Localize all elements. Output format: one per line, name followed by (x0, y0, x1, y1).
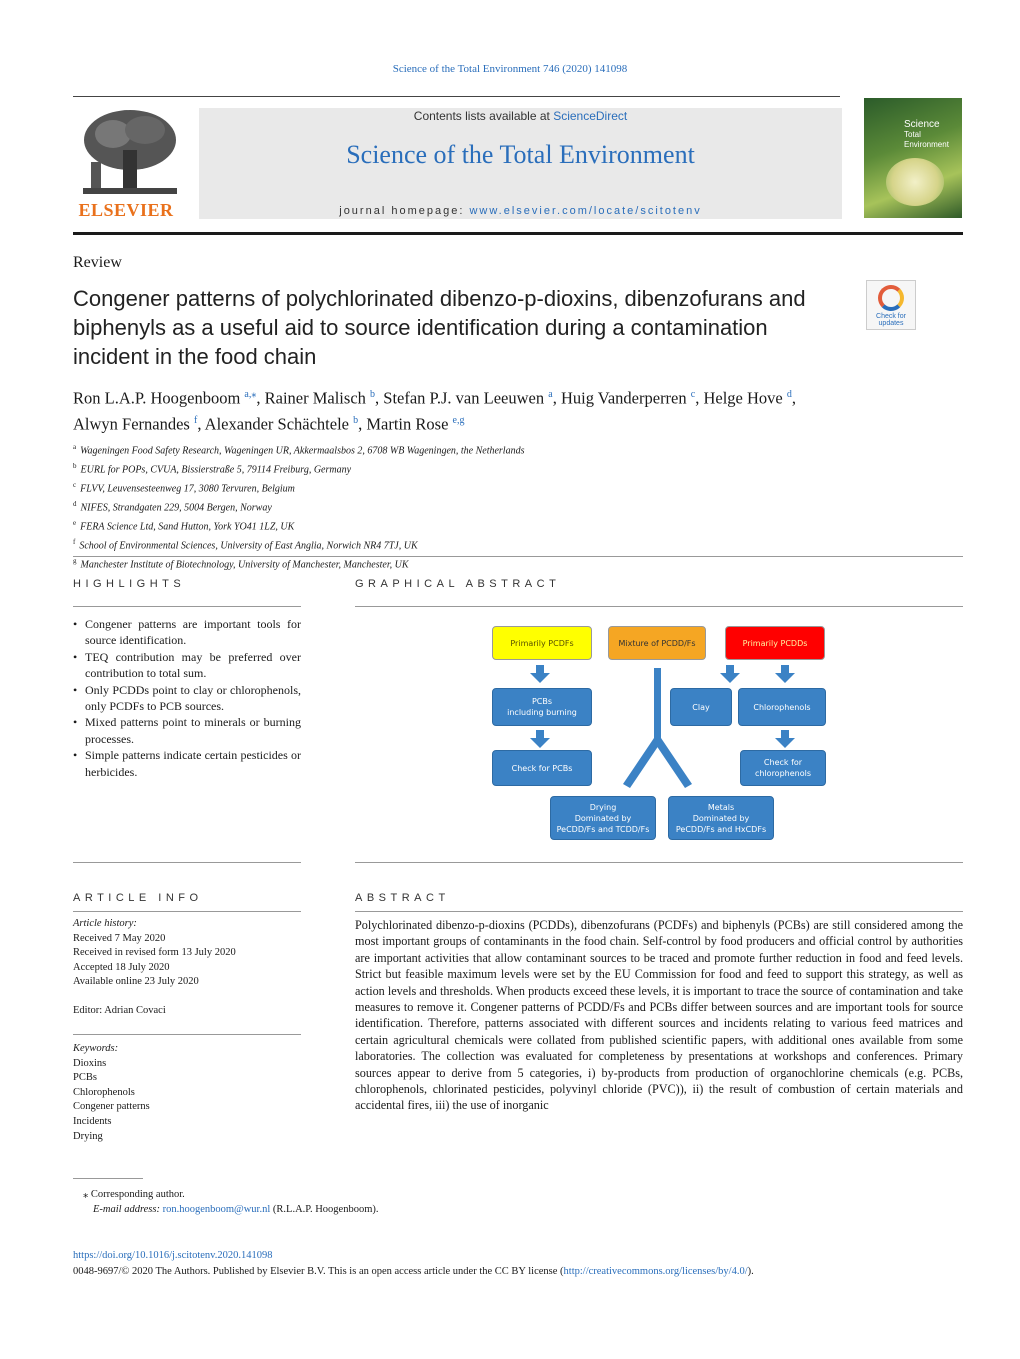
author[interactable]: Stefan P.J. van Leeuwen (383, 388, 545, 408)
section-divider (73, 556, 963, 557)
box-label: Clay (692, 702, 710, 712)
header-top-rule (73, 96, 840, 97)
contents-prefix: Contents lists available at (413, 109, 554, 123)
affiliation (73, 459, 963, 478)
cover-artwork (886, 158, 944, 206)
author-affiliation-sup[interactable]: c (690, 389, 696, 400)
contents-line (199, 109, 842, 123)
highlight-item: • Only PCDDs point to clay or chlorophenols, only PCDFs to PCB sources. (73, 682, 301, 715)
split-arrow-stem (654, 668, 661, 740)
license-suffix: ). (747, 1266, 754, 1277)
cover-title-line2: Total Environment (904, 130, 949, 149)
author-affiliation-sup[interactable]: b (370, 389, 376, 400)
author[interactable]: Alexander Schächtele (204, 414, 349, 433)
affiliation-key: d (73, 499, 77, 508)
box-primarily-pcdfs (492, 626, 592, 660)
keywords-rule (73, 1034, 301, 1035)
keyword: Dioxins (73, 1057, 107, 1069)
license-line (73, 1266, 754, 1277)
check-updates-icon (878, 285, 904, 311)
abstract-rule (355, 911, 963, 912)
box-check-pcbs (492, 750, 592, 786)
affiliation-list (73, 440, 963, 572)
highlight-item: • Simple patterns indicate certain pesticides or herbicides. (73, 747, 301, 780)
date-received: Received 7 May 2020 (73, 932, 166, 944)
graphical-abstract-rule (355, 606, 963, 607)
corresponding-label: Corresponding author. (90, 1189, 185, 1200)
article-info-heading: ARTICLE INFO (73, 892, 203, 904)
keyword: Incidents (73, 1115, 112, 1127)
keyword: Drying (73, 1130, 103, 1142)
history-label: Article history: (73, 918, 137, 929)
box-label: Primarily PCDDs (742, 638, 808, 648)
box-label: Primarily PCDFs (510, 638, 574, 648)
affiliation-key: a (73, 443, 77, 451)
license-link[interactable]: http://creativecommons.org/licenses/by/4.0/ (563, 1266, 748, 1277)
article-type: Review (73, 254, 122, 271)
homepage-link[interactable]: www.elsevier.com/locate/scitotenv (469, 205, 702, 217)
keywords-block (73, 1042, 301, 1144)
highlight-item: • TEQ contribution may be preferred over contribution to total sum. (73, 649, 301, 682)
date-online: Available online 23 July 2020 (73, 976, 199, 988)
box-primarily-pcdds (725, 626, 825, 660)
abstract-text: Polychlorinated dibenzo-p-dioxins (PCDDs), dibenzofurans (PCDFs) and biphenyls (PCBs) are still considered among the most important groups of contaminants in the food chain. Self-control by food producers and official control by authorities are important activities that allow contaminant sources to be traced and promote further reduction in food and feed levels. Strict but feasible maximum levels were set by the EU Commission for food and feed to support this strategy, as well as action levels and thresholds. When products exceed these levels, it is important to trace the source of contamination and take measures to remove it. Congener patterns of PCDD/Fs and PCBs differ between sources and are important tools for source identification. Therefore, patterns associated with different sources and incidents relating to various feed matrices and certain agricultural chemicals were collated from published scientific papers, with additional ones available from some laboratories. The collection was evaluated for completeness by presentations at workshops and conferences. Primary sources appear to derive from 5 categories, i) by-products from production of organochlorine chemicals (e.g. PCBs, chlorophenols, chlorinated pesticides, polyvinyl chloride (PVC)), ii) the result of combustion of certain materials and accidental fires, iii) the use of inorganic (355, 918, 963, 1113)
graphical-abstract-figure (490, 620, 830, 850)
affiliation-text: EURL for POPs, CVUA, Bissierstraße 5, 79114 Freiburg, Germany (80, 464, 352, 476)
header-bottom-rule (73, 232, 963, 235)
abstract-heading: ABSTRACT (355, 892, 450, 904)
affiliation-text: FERA Science Ltd, Sand Hutton, York YO41 1LZ, UK (80, 521, 295, 533)
email-suffix: (R.L.A.P. Hoogenboom). (270, 1203, 379, 1215)
doi-line (73, 1250, 273, 1261)
split-arrow-left (623, 738, 661, 788)
affiliation (73, 478, 963, 497)
author-affiliation-sup[interactable]: e,g (452, 414, 465, 426)
box-label: PCBs (531, 697, 553, 706)
box-pcbs (492, 688, 592, 726)
article-title: Congener patterns of polychlorinated dibenzo-p-dioxins, dibenzofurans and biphenyls as a useful aid to source identification during a contamination incident in the food chain (73, 286, 806, 369)
affiliation-key: c (73, 480, 77, 489)
highlights-list (73, 616, 301, 780)
box-label: Check for (763, 758, 803, 767)
keywords-label: Keywords: (73, 1043, 119, 1054)
sciencedirect-link[interactable]: ScienceDirect (553, 109, 628, 123)
keyword: Congener patterns (73, 1101, 150, 1113)
author[interactable]: Ron L.A.P. Hoogenboom (73, 388, 241, 408)
graphical-abstract-heading: GRAPHICAL ABSTRACT (355, 578, 561, 590)
box-label: including burning (507, 708, 577, 717)
highlight-item: • Congener patterns are important tools for source identification. (73, 616, 301, 649)
box-check-chlorophenols (740, 750, 826, 786)
box-label: Drying (589, 802, 617, 812)
highlight-item: • Mixed patterns point to minerals or burning processes. (73, 714, 301, 747)
author[interactable]: Helge Hove (703, 388, 783, 408)
box-clay (670, 688, 732, 726)
date-revised: Received in revised form 13 July 2020 (73, 947, 236, 959)
keyword: PCBs (73, 1072, 97, 1084)
affiliation-key: b (73, 461, 77, 470)
affiliation-key: f (73, 537, 76, 546)
footnote-rule (73, 1178, 143, 1179)
homepage-label: journal homepage: (339, 205, 470, 217)
highlights-heading: HIGHLIGHTS (73, 578, 186, 590)
box-label: PeCDD/Fs and HxCDFs (675, 824, 767, 834)
date-accepted: Accepted 18 July 2020 (73, 961, 170, 973)
tree-icon (73, 106, 187, 198)
highlights-bottom-rule (73, 862, 301, 863)
box-chlorophenols (738, 688, 826, 726)
affiliation-key: e (73, 518, 77, 527)
license-text: 0048-9697/© 2020 The Authors. Published by Elsevier B.V. This is an open access article under the CC BY license ( (73, 1266, 564, 1277)
affiliation (73, 516, 963, 535)
author[interactable]: Martin Rose (366, 414, 449, 433)
box-label: Chlorophenols (753, 702, 811, 712)
affiliation (73, 497, 963, 516)
author[interactable]: Alwyn Fernandes (73, 414, 190, 433)
corresponding-author-footnote (73, 1188, 673, 1217)
check-updates-label-1: Check for (876, 313, 906, 320)
highlights-rule (73, 606, 301, 607)
author[interactable]: Rainer Malisch (264, 388, 366, 408)
affiliation (73, 535, 963, 554)
graphical-abstract-bottom-rule (355, 862, 963, 863)
doi-link[interactable]: https://doi.org/10.1016/j.scitotenv.2020.141098 (73, 1250, 273, 1261)
author-list: Ron L.A.P. Hoogenboom $^{a,⁎}$, Rainer Malisch $^b$, Stefan P.J. van Leeuwen $^a$, Huig Vanderperren $^c$, Helge Hove $^d$, Alwyn Fernandes $^f$, Alexander Schächtele $^b$, Martin Rose $^{e,g}$ (73, 388, 796, 433)
box-drying (550, 796, 656, 840)
affiliation-key: g (73, 556, 77, 565)
author-affiliation-sup[interactable]: a (548, 389, 553, 400)
box-mixture (608, 626, 706, 660)
arrow-down-icon (530, 665, 550, 683)
affiliation-text: Manchester Institute of Biotechnology, University of Manchester, Manchester, UK (80, 558, 409, 570)
article-history (73, 917, 301, 1019)
article-info-rule (73, 911, 301, 912)
cover-title-line1: Science (904, 119, 940, 130)
arrow-down-icon (775, 730, 795, 748)
affiliation-text: Wageningen Food Safety Research, Wageningen UR, Akkermaalsbos 2, 6708 WB Wageningen, the Netherlands (80, 445, 525, 457)
box-label: chlorophenols (754, 769, 812, 778)
publisher-logo-text: ELSEVIER (78, 200, 174, 220)
author-affiliation-sup[interactable]: a,⁎ (244, 389, 257, 400)
box-label: PeCDD/Fs and TCDD/Fs (556, 824, 650, 834)
box-label: Mixture of PCDD/Fs (618, 638, 696, 648)
box-metals (668, 796, 774, 840)
affiliation-text: School of Environmental Sciences, University of East Anglia, Norwich NR4 7TJ, UK (79, 539, 418, 551)
journal-cover-image (864, 98, 962, 218)
affiliation-text: FLVV, Leuvensesteenweg 17, 3080 Tervuren, Belgium (80, 483, 295, 495)
cover-title (904, 120, 962, 150)
journal-reference[interactable]: Science of the Total Environment 746 (2020) 141098 (392, 63, 628, 75)
box-label: Dominated by (574, 813, 632, 823)
affiliation (73, 440, 963, 459)
email-label: E-mail address: (93, 1203, 163, 1215)
author-affiliation-sup[interactable]: f (193, 414, 198, 426)
affiliation-text: NIFES, Strandgaten 229, 5004 Bergen, Norway (80, 502, 272, 514)
box-label: Check for PCBs (511, 763, 573, 773)
arrow-down-icon (530, 730, 550, 748)
author[interactable]: Huig Vanderperren (560, 388, 687, 408)
author-affiliation-sup[interactable]: b (353, 414, 359, 426)
split-arrow-right (654, 738, 692, 788)
check-for-updates-button[interactable] (866, 280, 916, 330)
keyword: Chlorophenols (73, 1086, 135, 1098)
journal-title: Science of the Total Environment (346, 140, 695, 169)
check-updates-label-2: updates (878, 320, 904, 327)
editor: Editor: Adrian Covaci (73, 1004, 166, 1016)
author-affiliation-sup[interactable]: d (786, 389, 792, 400)
box-label: Dominated by (692, 813, 750, 823)
arrow-down-icon (720, 665, 740, 683)
footnote-star: ⁎ (83, 1189, 89, 1200)
box-label: Metals (707, 802, 735, 812)
arrow-down-icon (775, 665, 795, 683)
email-link[interactable]: ron.hoogenboom@wur.nl (162, 1203, 271, 1215)
journal-homepage (199, 205, 842, 217)
